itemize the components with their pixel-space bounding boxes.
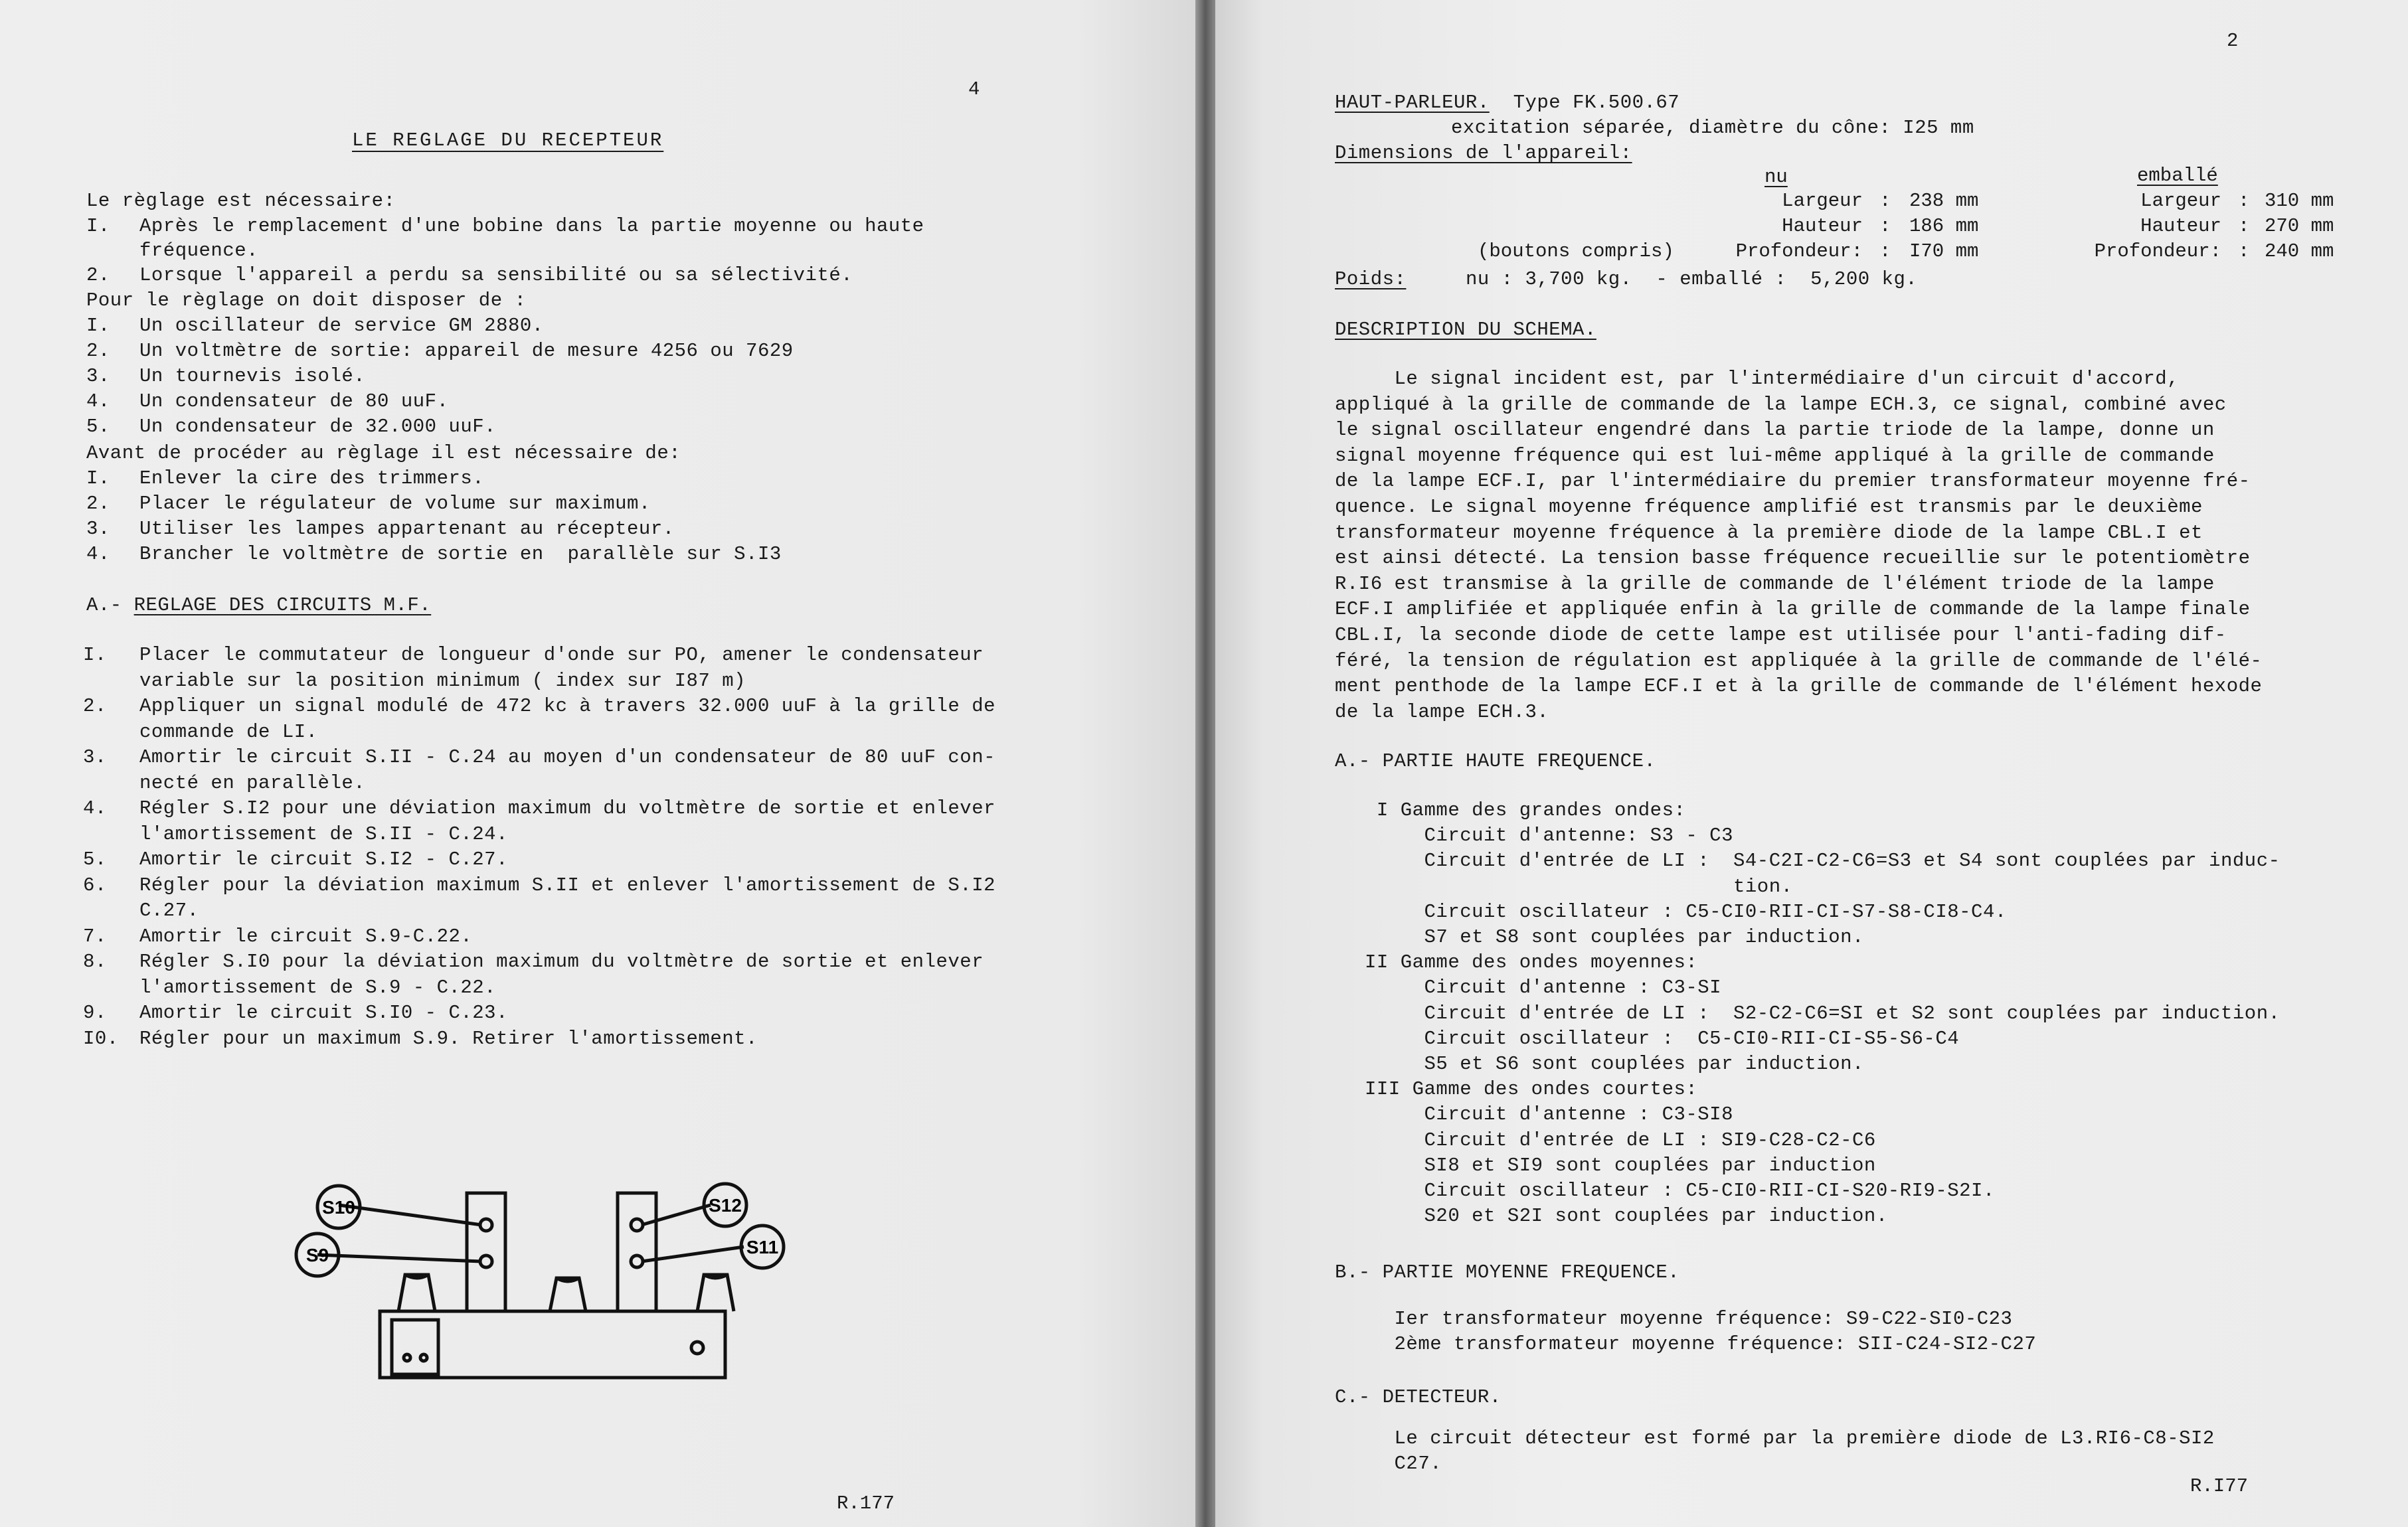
text-line: Ier transformateur moyenne fréquence: S9-C22-SI0-C23 xyxy=(1335,1308,2013,1330)
list-number: I0. xyxy=(83,1027,119,1050)
text-line: S7 et S8 sont couplées par induction. xyxy=(1365,926,1864,948)
list-number: 2. xyxy=(86,340,110,362)
dim-separator: : xyxy=(2238,215,2250,237)
text-line: I Gamme des grandes ondes: xyxy=(1365,799,1686,821)
list-number: 3. xyxy=(86,365,110,387)
list-item: Un oscillateur de service GM 2880. xyxy=(139,315,544,337)
tube-right xyxy=(697,1275,734,1311)
alignment-diagram xyxy=(279,1168,823,1381)
list-number: 2. xyxy=(86,493,110,515)
speaker-desc: excitation séparée, diamètre du cône: I25 mm xyxy=(1451,117,1974,139)
text-line: est ainsi détecté. La tension basse fréquence recueillie sur le potentiomètre xyxy=(1335,547,2251,570)
text-line: de la lampe ECF.I, par l'intermédiaire du premier transformateur moyenne fré- xyxy=(1335,470,2251,493)
list-item: Un voltmètre de sortie: appareil de mesure 4256 ou 7629 xyxy=(139,340,794,362)
list-number: I. xyxy=(83,644,107,666)
list-number: 4. xyxy=(86,543,110,565)
list-number: 9. xyxy=(83,1002,107,1024)
list-item: variable sur la position minimum ( index sur I87 m) xyxy=(139,669,746,692)
text-line: transformateur moyenne fréquence à la première diode de la lampe CBL.I et xyxy=(1335,521,2203,544)
text-line: Circuit d'antenne : C3-SI8 xyxy=(1365,1103,1733,1126)
label-s11: S11 xyxy=(746,1237,779,1257)
list-item: fréquence. xyxy=(139,240,259,262)
right-page xyxy=(1215,0,2408,1527)
text-line: Circuit d'entrée de LI : S2-C2-C6=SI et S2 sont couplées par induction. xyxy=(1365,1002,2280,1024)
dim-label: Largeur xyxy=(1782,190,1863,212)
text-line: SI8 et SI9 sont couplées par induction xyxy=(1365,1154,1876,1176)
text-line: le signal oscillateur engendré dans la partie triode de la lampe, donne un xyxy=(1335,419,2215,442)
list-item: Placer le régulateur de volume sur maximum. xyxy=(139,493,651,515)
text-line: ECF.I amplifiée et appliquée enfin à la grille de commande de la lampe finale xyxy=(1335,598,2251,621)
list-item: Appliquer un signal modulé de 472 kc à travers 32.000 uuF à la grille de xyxy=(139,695,996,717)
dim-emb_label: Hauteur xyxy=(2140,215,2221,237)
dimensions-title: Dimensions de l'appareil: xyxy=(1335,142,1632,164)
dim-separator: : xyxy=(2238,190,2250,212)
list-number: 5. xyxy=(83,848,107,870)
list-item: necté en parallèle. xyxy=(139,771,366,794)
list-number: 8. xyxy=(83,951,107,973)
text-line: II Gamme des ondes moyennes: xyxy=(1365,951,1698,974)
text-line: Le circuit détecteur est formé par la première diode de L3.RI6-C8-SI2 xyxy=(1335,1427,2215,1449)
before-intro: Avant de procéder au règlage il est nécessaire de: xyxy=(86,442,681,464)
schema-title: DESCRIPTION DU SCHEMA. xyxy=(1335,319,1596,341)
text-line: 2ème transformateur moyenne fréquence: SII-C24-SI2-C27 xyxy=(1335,1333,2037,1355)
tube-left xyxy=(398,1275,435,1311)
text-line: Circuit d'antenne: S3 - C3 xyxy=(1365,825,1733,847)
list-item: l'amortissement de S.II - C.24. xyxy=(139,823,508,845)
list-item: Un condensateur de 32.000 uuF. xyxy=(139,416,497,438)
tools-intro: Pour le règlage on doit disposer de : xyxy=(86,289,527,311)
dim-nu: I70 mm xyxy=(1909,240,1979,262)
section-c-det: C.- DETECTEUR. xyxy=(1335,1386,1502,1408)
text-line: de la lampe ECH.3. xyxy=(1335,700,1549,723)
text-line: Le signal incident est, par l'intermédiaire d'un circuit d'accord, xyxy=(1335,368,2180,390)
dim-label: Hauteur xyxy=(1782,215,1863,237)
list-number: 3. xyxy=(83,746,107,768)
dim-separator: : xyxy=(1879,190,1891,212)
text-line: féré, la tension de régulation est appliquée à la grille de commande de l'élé- xyxy=(1335,649,2263,672)
list-item: Régler S.I2 pour une déviation maximum du voltmètre de sortie et enlever xyxy=(139,797,996,819)
list-item: Un tournevis isolé. xyxy=(139,365,366,387)
list-item: Amortir le circuit S.II - C.24 au moyen d'un condensateur de 80 uuF con- xyxy=(139,746,996,768)
list-number: 3. xyxy=(86,518,110,540)
list-item: Brancher le voltmètre de sortie en parallèle sur S.I3 xyxy=(139,543,782,565)
chassis-panel xyxy=(392,1320,438,1374)
dim-separator: : xyxy=(2238,240,2250,262)
dim-separator: : xyxy=(1879,240,1891,262)
text-line: Circuit oscillateur : C5-CI0-RII-CI-S7-S8-CI8-C4. xyxy=(1365,900,2007,923)
list-item: Un condensateur de 80 uuF. xyxy=(139,390,449,412)
list-item: Amortir le circuit S.I2 - C.27. xyxy=(139,848,508,870)
col-emballe: emballé xyxy=(2137,165,2218,187)
text-line: appliqué à la grille de commande de la lampe ECH.3, ce signal, combiné avec xyxy=(1335,393,2227,416)
dim-nu: 238 mm xyxy=(1909,190,1979,212)
boutons-note: (boutons compris) xyxy=(1478,240,1674,262)
poids-line: Poids: nu : 3,700 kg. - emballé : 5,200 kg. xyxy=(1335,268,1918,290)
list-number: 4. xyxy=(83,797,107,819)
text-line: CBL.I, la seconde diode de cette lampe est utilisée pour l'anti-fading dif- xyxy=(1335,624,2227,646)
list-item: Amortir le circuit S.9-C.22. xyxy=(139,925,473,947)
list-number: 6. xyxy=(83,874,107,896)
dim-label: Profondeur: xyxy=(1735,240,1863,262)
intro: Le règlage est nécessaire: xyxy=(86,190,396,212)
list-item: Régler pour un maximum S.9. Retirer l'amortissement. xyxy=(139,1027,758,1050)
text-line: Circuit oscillateur : C5-CI0-RII-CI-S5-S6-C4 xyxy=(1365,1027,1960,1050)
book-gutter xyxy=(1195,0,1215,1527)
label-s10: S10 xyxy=(322,1197,355,1218)
dim-emb: 240 mm xyxy=(2265,240,2334,262)
page-number-left: 4 xyxy=(968,78,980,100)
section-a-heading: A.- REGLAGE DES CIRCUITS M.F. xyxy=(86,594,432,616)
text-line: R.I6 est transmise à la grille de commande de l'élément triode de la lampe xyxy=(1335,572,2215,595)
list-item: Régler S.I0 pour la déviation maximum du voltmètre de sortie et enlever xyxy=(139,951,984,973)
dim-emb: 270 mm xyxy=(2265,215,2334,237)
label-s9: S9 xyxy=(305,1245,329,1265)
list-number: 5. xyxy=(86,416,110,438)
text-line: Circuit d'entrée de LI : SI9-C28-C2-C6 xyxy=(1365,1129,1876,1151)
text-line: S5 et S6 sont couplées par induction. xyxy=(1365,1053,1864,1075)
text-line: III Gamme des ondes courtes: xyxy=(1365,1078,1698,1101)
list-item: Utiliser les lampes appartenant au récepteur. xyxy=(139,518,675,540)
dim-emb_label: Largeur xyxy=(2140,190,2221,212)
text-line: ment penthode de la lampe ECF.I et à la grille de commande de l'élément hexode xyxy=(1335,675,2263,698)
section-b-mf: B.- PARTIE MOYENNE FREQUENCE. xyxy=(1335,1261,1680,1283)
text-line: tion. xyxy=(1365,875,1793,898)
list-item: Lorsque l'appareil a perdu sa sensibilité ou sa sélectivité. xyxy=(139,264,853,286)
coil-can-left xyxy=(467,1193,505,1311)
text-line: signal moyenne fréquence qui est lui-même appliqué à la grille de commande xyxy=(1335,444,2215,467)
list-item: l'amortissement de S.9 - C.22. xyxy=(139,976,497,999)
page-number-right: 2 xyxy=(2227,30,2239,52)
list-item: Enlever la cire des trimmers. xyxy=(139,467,485,489)
speaker-heading: HAUT-PARLEUR. Type FK.500.67 xyxy=(1335,92,1680,114)
list-item: Après le remplacement d'une bobine dans la partie moyenne ou haute xyxy=(139,215,924,237)
text-line: Circuit d'antenne : C3-SI xyxy=(1365,977,1722,999)
list-number: 2. xyxy=(83,695,107,717)
col-nu: nu xyxy=(1764,166,1788,188)
list-item: commande de LI. xyxy=(139,720,318,743)
list-number: I. xyxy=(86,467,110,489)
text-line: Circuit d'entrée de LI : S4-C2I-C2-C6=S3 et S4 sont couplées par induc- xyxy=(1365,850,2280,872)
text-line: S20 et S2I sont couplées par induction. xyxy=(1365,1205,1888,1228)
text-line: C27. xyxy=(1335,1453,1442,1475)
list-number: I. xyxy=(86,215,110,237)
list-item: Amortir le circuit S.I0 - C.23. xyxy=(139,1002,508,1024)
list-number: 4. xyxy=(86,390,110,412)
dim-emb_label: Profondeur: xyxy=(2094,240,2221,262)
dim-separator: : xyxy=(1879,215,1891,237)
list-item: Placer le commutateur de longueur d'onde sur PO, amener le condensateur xyxy=(139,644,984,666)
dim-nu: 186 mm xyxy=(1909,215,1979,237)
left-page xyxy=(0,0,1195,1527)
label-s12: S12 xyxy=(709,1195,742,1216)
text-line: Circuit oscillateur : C5-CI0-RII-CI-S20-RI9-S2I. xyxy=(1365,1180,1995,1202)
list-number: I. xyxy=(86,315,110,337)
text-line: quence. Le signal moyenne fréquence amplifié est transmis par le deuxième xyxy=(1335,496,2203,518)
list-number: 7. xyxy=(83,925,107,947)
list-item: Régler pour la déviation maximum S.II et enlever l'amortissement de S.I2 xyxy=(139,874,996,896)
list-item: C.27. xyxy=(139,900,199,922)
footer-left: R.177 xyxy=(837,1492,895,1514)
section-a-hf: A.- PARTIE HAUTE FREQUENCE. xyxy=(1335,750,1656,772)
left-title: LE REGLAGE DU RECEPTEUR xyxy=(352,129,664,151)
footer-right: R.I77 xyxy=(2190,1475,2249,1497)
list-number: 2. xyxy=(86,264,110,286)
dim-emb: 310 mm xyxy=(2265,190,2334,212)
coil-can-right xyxy=(618,1193,656,1311)
